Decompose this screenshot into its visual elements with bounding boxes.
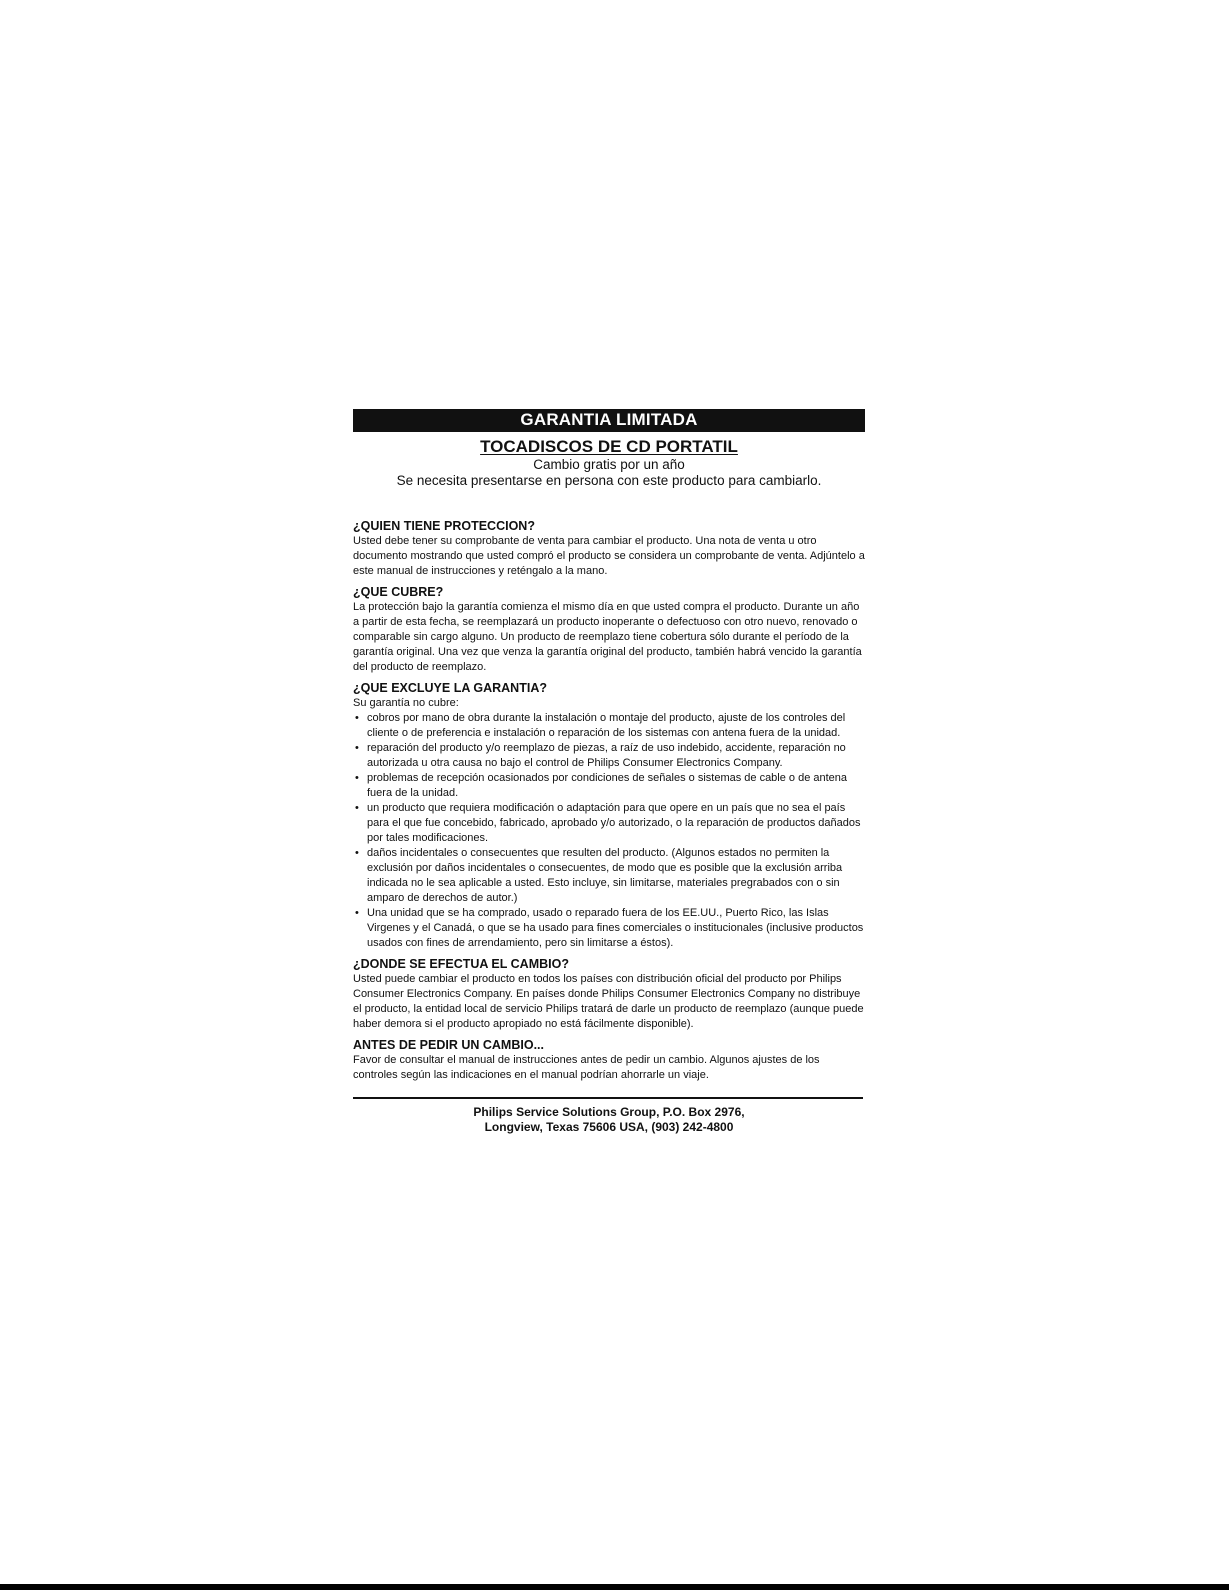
service-address-line-2: Longview, Texas 75606 USA, (903) 242-4800 bbox=[484, 1120, 734, 1134]
exclusions-intro: Su garantía no cubre: bbox=[353, 697, 459, 709]
warranty-term-line: Cambio gratis por un año bbox=[533, 457, 685, 472]
warranty-document bbox=[353, 409, 865, 1135]
exclusion-item: • cobros por mano de obra durante la instalación o montaje del producto, ajuste de los controles del cliente o de preferencia e instalación o reparación de los sistemas con antena fuera de la unidad. bbox=[353, 711, 865, 741]
footer-divider bbox=[353, 1097, 863, 1099]
section-heading: ANTES DE PEDIR UN CAMBIO... bbox=[353, 1038, 544, 1052]
section-heading: ¿QUIEN TIENE PROTECCION? bbox=[353, 519, 535, 533]
exclusions-list bbox=[353, 711, 865, 951]
section-body: Favor de consultar el manual de instrucciones antes de pedir un cambio. Algunos ajustes de los controles según las indicaciones en el manual podrían ahorrarle un viaje. bbox=[353, 1054, 820, 1081]
exclusion-item: • daños incidentales o consecuentes que resulten del producto. (Algunos estados no permiten la exclusión por daños incidentales o consecuentes, de modo que es posible que la exclusión arriba indicada no le sea aplicable a usted. Esto incluye, sin limitarse, materiales pregrabados con o sin amparo de derechos de autor.) bbox=[353, 846, 865, 906]
section-body: Usted debe tener su comprobante de venta para cambiar el producto. Una nota de venta u otro documento mostrando que usted compró el producto se considera un comprobante de venta. Adjúntelo a este manual de instrucciones y reténgalo a la mano. bbox=[353, 535, 865, 577]
warranty-title-banner: GARANTIA LIMITADA bbox=[353, 409, 865, 432]
section-what-is-covered bbox=[353, 585, 865, 675]
section-heading: ¿DONDE SE EFECTUA EL CAMBIO? bbox=[353, 957, 569, 971]
warranty-sections bbox=[353, 519, 865, 1083]
section-body: La protección bajo la garantía comienza el mismo día en que usted compra el producto. Durante un año a partir de esta fecha, se reemplazará un producto inoperante o defectuoso con otro nuevo, renovado o comparable sin cargo alguno. Un producto de reemplazo tiene cobertura sólo durante el período de la garantía original. Una vez que venza la garantía original del producto, también habrá vencido la garantía del producto de reemplazo. bbox=[353, 601, 862, 673]
carry-in-notice: Se necesita presentarse en persona con este producto para cambiarlo. bbox=[396, 473, 822, 488]
service-address bbox=[353, 1105, 865, 1135]
section-heading: ¿QUE CUBRE? bbox=[353, 585, 444, 599]
page-bottom-edge bbox=[0, 1584, 1229, 1590]
exclusion-item: • reparación del producto y/o reemplazo de piezas, a raíz de uso indebido, accidente, reparación no autorizada u otra causa no bajo el control de Philips Consumer Electronics Company. bbox=[353, 741, 865, 771]
section-who-is-protected bbox=[353, 519, 865, 579]
product-title: TOCADISCOS DE CD PORTATIL bbox=[480, 437, 738, 456]
exclusion-item: • un producto que requiera modificación o adaptación para que opere en un país que no sea el país para el que fue concebido, fabricado, aprobado y/o autorizado, o la reparación de productos dañados por tales modificaciones. bbox=[353, 801, 865, 846]
section-exclusions bbox=[353, 681, 865, 951]
exclusion-item: • Una unidad que se ha comprado, usado o reparado fuera de los EE.UU., Puerto Rico, las Islas Virgenes y el Canadá, o que se ha usado para fines comerciales o institucionales (inclusive productos usados con fines de arrendamiento, pero sin limitarse a éstos). bbox=[353, 906, 865, 951]
service-address-line-1: Philips Service Solutions Group, P.O. Box 2976, bbox=[473, 1105, 745, 1119]
exclusion-item: • problemas de recepción ocasionados por condiciones de señales o sistemas de cable o de antena fuera de la unidad. bbox=[353, 771, 865, 801]
section-where-exchange bbox=[353, 957, 865, 1032]
section-heading: ¿QUE EXCLUYE LA GARANTIA? bbox=[353, 681, 547, 695]
section-body: Usted puede cambiar el producto en todos los países con distribución oficial del producto por Philips Consumer Electronics Company. En países donde Philips Consumer Electronics Company no distribuye el producto, la entidad local de servicio Philips tratará de darle un producto de reemplazo (aunque puede haber demora si el producto apropiado no está fácilmente disponible). bbox=[353, 973, 864, 1030]
section-before-requesting bbox=[353, 1038, 865, 1083]
